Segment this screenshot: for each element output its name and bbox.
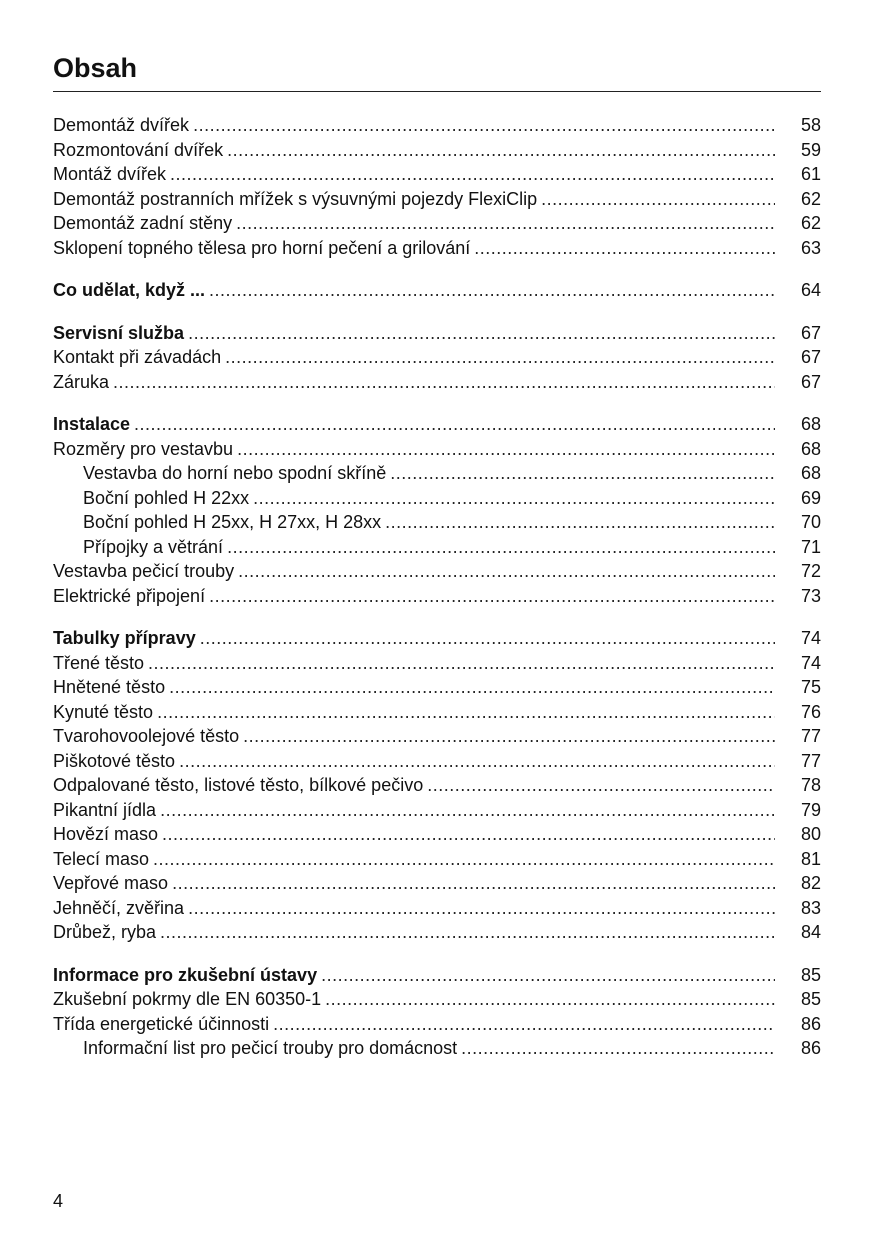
toc-entry-page: 62 [800,188,821,209]
dot-leader [427,773,775,798]
dot-leader [227,138,775,163]
dot-leader [153,847,775,872]
toc-entry-page: 75 [800,677,821,697]
toc-entry[interactable] [53,773,821,798]
toc-entry[interactable] [53,236,821,261]
toc-entry-page: 80 [800,824,821,844]
toc-subentry[interactable] [53,1036,821,1061]
toc-entry-title: Jehněčí, zvěřina [53,897,185,918]
toc-entry-title: Třené těsto [53,652,145,673]
toc-section-heading[interactable] [53,626,821,651]
dot-leader [148,651,775,676]
dot-leader [157,700,775,725]
toc-entry-page: 71 [800,536,821,557]
toc-entry-title: Telecí maso [53,848,150,869]
toc-entry-title: Hovězí maso [53,824,159,844]
toc-entry-page: 63 [800,237,821,258]
toc-entry[interactable] [53,987,821,1012]
toc-entry-title: Třída energetické účinnosti [53,1013,270,1034]
toc-entry[interactable] [53,187,821,212]
dot-leader [193,113,775,138]
dot-leader [170,162,775,187]
toc-entry-title: Odpalované těsto, listové těsto, bílkové pečivo [53,775,424,795]
toc-entry-title: Vestavba pečicí trouby [53,561,235,581]
toc-entry-page: 68 [800,414,821,434]
toc-entry-title: Tvarohovoolejové těsto [53,726,240,746]
dot-leader [160,920,775,945]
toc-entry-page: 64 [800,280,821,300]
toc-entry-title: Záruka [53,371,110,392]
toc-entry-page: 67 [800,347,821,367]
toc-entry-page: 83 [800,897,821,918]
toc-section-heading[interactable] [53,321,821,346]
toc-entry[interactable] [53,113,821,138]
toc-group-installation [53,412,821,608]
toc-group-troubleshooting [53,278,821,303]
dot-leader [385,510,775,535]
toc-entry-page: 77 [800,750,821,771]
table-of-contents [53,113,821,1079]
dot-leader [474,236,775,261]
dot-leader [209,584,775,609]
toc-subentry[interactable] [53,461,821,486]
toc-entry-title: Elektrické připojení [53,585,206,606]
toc-entry-page: 59 [800,139,821,160]
toc-entry-page: 67 [800,371,821,392]
dot-leader [321,963,775,988]
toc-entry-title: Přípojky a větrání [83,536,224,557]
dot-leader [325,987,775,1012]
toc-entry[interactable] [53,847,821,872]
dot-leader [227,535,775,560]
toc-entry[interactable] [53,822,821,847]
toc-section-heading[interactable] [53,412,821,437]
dot-leader [273,1012,775,1037]
dot-leader [188,321,775,346]
dot-leader [243,724,775,749]
dot-leader [160,798,775,823]
toc-section-heading[interactable] [53,278,821,303]
toc-entry-title: Montáž dvířek [53,164,167,184]
toc-entry-title: Zkušební pokrmy dle EN 60350-1 [53,989,322,1009]
toc-entry-title: Rozměry pro vestavbu [53,438,234,459]
toc-entry[interactable] [53,896,821,921]
toc-entry-page: 68 [800,438,821,459]
toc-entry-title: Boční pohled H 25xx, H 27xx, H 28xx [83,512,382,532]
dot-leader [253,486,775,511]
toc-entry-page: 58 [800,115,821,135]
toc-entry-title: Instalace [53,414,131,434]
dot-leader [238,559,775,584]
toc-entry-page: 70 [800,512,821,532]
toc-entry[interactable] [53,920,821,945]
toc-entry[interactable] [53,871,821,896]
toc-group-service [53,321,821,395]
toc-entry-page: 72 [800,561,821,581]
toc-entry-title: Servisní služba [53,322,185,343]
toc-subentry[interactable] [53,486,821,511]
toc-group-cooking-tables [53,626,821,945]
toc-subentry[interactable] [53,535,821,560]
toc-entry-page: 86 [800,1013,821,1034]
page-title: Obsah [53,53,138,83]
toc-entry[interactable] [53,584,821,609]
toc-entry-page: 62 [800,213,821,233]
toc-entry-page: 85 [800,964,821,985]
toc-entry-title: Boční pohled H 22xx [83,487,250,508]
toc-entry[interactable] [53,370,821,395]
dot-leader [237,437,775,462]
toc-entry-title: Demontáž postranních mřížek s výsuvnými pojezdy FlexiClip [53,188,538,209]
dot-leader [134,412,775,437]
toc-entry-title: Hnětené těsto [53,677,166,697]
toc-entry-title: Piškotové těsto [53,750,176,771]
toc-entry[interactable] [53,211,821,236]
dot-leader [225,345,775,370]
toc-entry-page: 76 [800,701,821,722]
toc-entry[interactable] [53,345,821,370]
toc-entry[interactable] [53,651,821,676]
toc-entry[interactable] [53,675,821,700]
toc-entry-page: 68 [800,463,821,483]
toc-entry-title: Kynuté těsto [53,701,154,722]
dot-leader [200,626,775,651]
toc-entry[interactable] [53,749,821,774]
toc-entry-title: Rozmontování dvířek [53,139,224,160]
toc-entry-page: 79 [800,799,821,820]
toc-group-door [53,113,821,260]
toc-entry-title: Demontáž zadní stěny [53,213,233,233]
toc-entry[interactable] [53,162,821,187]
toc-entry-page: 82 [800,873,821,893]
toc-entry-title: Vestavba do horní nebo spodní skříně [83,463,387,483]
toc-entry-title: Pikantní jídla [53,799,157,820]
toc-entry[interactable] [53,700,821,725]
dot-leader [209,278,775,303]
toc-entry[interactable] [53,724,821,749]
toc-entry-page: 81 [800,848,821,869]
toc-entry-page: 61 [800,164,821,184]
toc-entry-page: 86 [800,1038,821,1058]
toc-entry-title: Co udělat, když ... [53,280,206,300]
page-number: 4 [53,1191,64,1211]
toc-entry-page: 74 [800,628,821,648]
dot-leader [172,871,775,896]
toc-entry-title: Sklopení topného tělesa pro horní pečení a grilování [53,237,471,258]
toc-entry-title: Tabulky přípravy [53,628,196,648]
dot-leader [236,211,775,236]
title-divider [53,91,821,92]
dot-leader [541,187,775,212]
toc-entry[interactable] [53,1012,821,1037]
dot-leader [179,749,775,774]
toc-entry-title: Drůbež, ryba [53,922,157,942]
toc-entry-page: 84 [800,922,821,942]
toc-group-test-institutes [53,963,821,1061]
toc-entry-page: 73 [800,585,821,606]
dot-leader [390,461,775,486]
toc-entry-page: 67 [800,322,821,343]
toc-entry-page: 69 [800,487,821,508]
toc-subentry[interactable] [53,510,821,535]
dot-leader [169,675,775,700]
toc-entry[interactable] [53,559,821,584]
dot-leader [461,1036,775,1061]
toc-entry-page: 74 [800,652,821,673]
toc-entry-title: Demontáž dvířek [53,115,190,135]
toc-entry[interactable] [53,138,821,163]
toc-entry-title: Informace pro zkušební ústavy [53,964,318,985]
dot-leader [188,896,775,921]
toc-entry-title: Vepřové maso [53,873,169,893]
toc-entry-title: Kontakt při závadách [53,347,222,367]
dot-leader [162,822,775,847]
toc-section-heading[interactable] [53,963,821,988]
toc-entry-page: 78 [800,775,821,795]
toc-entry-page: 77 [800,726,821,746]
toc-entry-title: Informační list pro pečicí trouby pro domácnost [83,1038,458,1058]
toc-entry[interactable] [53,798,821,823]
dot-leader [113,370,775,395]
toc-entry-page: 85 [800,989,821,1009]
toc-entry[interactable] [53,437,821,462]
